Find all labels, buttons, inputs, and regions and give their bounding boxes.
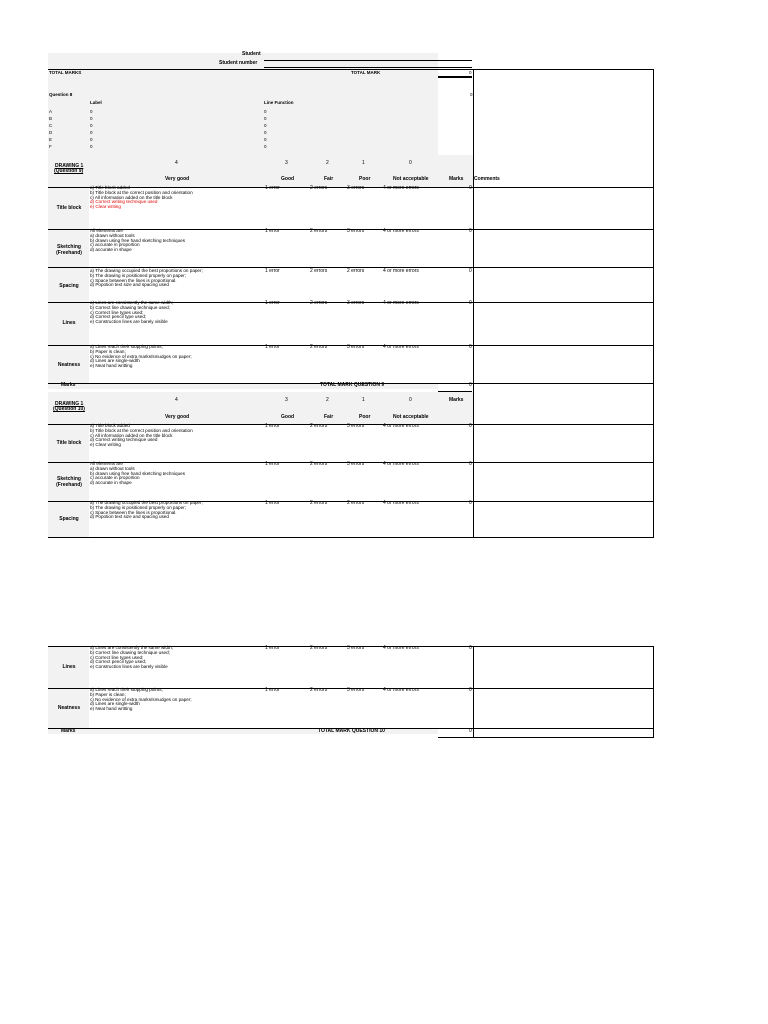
s1-neatness-label: Neatness — [57, 362, 81, 368]
criteria-line: c) Correct line types used; — [90, 654, 144, 660]
section2-total-label: TOTAL MARK QUESTION 10 — [318, 728, 385, 734]
s2-sp-mark: 0 — [469, 500, 472, 506]
s2-title-block-label: Title block — [56, 440, 82, 446]
q8-label-a: 0 — [90, 109, 93, 114]
criteria-line: b) Title block at the correct position and orientation — [90, 189, 193, 195]
student-label: Student — [242, 51, 261, 57]
q8-function-a: 0 — [264, 109, 267, 114]
s1-sp-3-errors: 2 errors — [347, 268, 365, 274]
s1-sp-1-error: 1 error — [265, 268, 280, 274]
s2-sk-1-error: 1 error — [265, 461, 280, 467]
criteria-line: a) Lines reach their stopping points; — [90, 687, 163, 692]
s1-nt-3-errors: 3 errors — [347, 344, 365, 350]
criteria-line: a) drawn without tools — [90, 232, 135, 238]
criteria-line: d) Lines are single-width — [90, 701, 140, 707]
s1-ln-mark: 0 — [469, 300, 472, 306]
s1-nt-1-error: 1 error — [265, 344, 280, 350]
s1-tb-3-errors: 3 errors — [347, 185, 365, 191]
criteria-line: d) Correct writing technique used — [90, 437, 158, 443]
q8-letter-f: F — [49, 144, 52, 149]
criteria-line: d) Correct pencil type used; — [90, 659, 147, 665]
q8-label-b: 0 — [90, 116, 93, 121]
q8-letter-a: A — [49, 109, 53, 114]
section2-drawing-title: DRAWING 1 — [55, 401, 84, 407]
s2-nt-3-errors: 3 errors — [347, 687, 365, 693]
section1-comments-header: Comments — [474, 176, 500, 182]
criteria-line: a) Lines are consistently the same width; — [90, 645, 173, 650]
section2-question-ref: (Question 10) — [53, 406, 85, 412]
section2-very-good: Very good — [165, 414, 190, 420]
s1-tb-mark: 0 — [469, 185, 472, 191]
s1-sk-mark: 0 — [469, 228, 472, 234]
criteria-line: c) All information added on the title block — [90, 432, 173, 438]
section1-not-acceptable: Not acceptable — [393, 176, 429, 182]
section2-poor: Poor — [359, 414, 371, 420]
q8-function-c: 0 — [264, 123, 267, 128]
section1-score1: 1 — [362, 160, 365, 166]
q8-function-d: 0 — [264, 130, 267, 135]
q8-letter-c: C — [49, 123, 53, 128]
section1-very-good: Very good — [165, 176, 190, 182]
question8-value: 0 — [470, 92, 473, 97]
criteria-line: e) Neat hand writting — [90, 363, 133, 369]
q8-label-f: 0 — [90, 144, 93, 149]
section1-poor: Poor — [359, 176, 371, 182]
criteria-line: d) Popotion text size and spacing used — [90, 282, 169, 288]
criteria-line: All elements are — [90, 228, 123, 233]
s1-nt-mark: 0 — [469, 344, 472, 350]
s2-ln-1-error: 1 error — [265, 645, 280, 651]
criteria-line: b) Paper is clean; — [90, 691, 126, 697]
s1-spacing-label: Spacing — [59, 283, 79, 289]
section1-total-label: TOTAL MARK QUESTION 9 — [320, 382, 385, 388]
s1-ln-1-error: 1 error — [265, 300, 280, 306]
s1-ln-2-errors: 2 errors — [310, 300, 328, 306]
section1-marks-label: Marks — [61, 382, 76, 388]
s2-neatness-criteria — [90, 688, 192, 712]
criteria-line: c) All information added on the title block — [90, 194, 173, 200]
section2-score4: 4 — [175, 397, 178, 403]
s1-sk-2-errors: 2 errors — [310, 228, 328, 234]
s2-ln-2-errors: 2 errors — [310, 645, 328, 651]
s1-title-block-criteria — [90, 186, 193, 210]
criteria-line: d) Correct writing technique used — [90, 199, 158, 205]
criteria-line: b) drawn using free hand sketching techniques — [90, 470, 185, 476]
s2-sk-3-errors: 3 errors — [347, 461, 365, 467]
criteria-line: e) Construction lines are barely visible — [90, 664, 168, 670]
criteria-line: a) Lines reach their stopping points; — [90, 344, 163, 349]
s2-lines-label: Lines — [62, 664, 76, 670]
section2-score1: 1 — [362, 397, 365, 403]
s2-lines-criteria — [90, 646, 173, 670]
section1-question-ref: (Question 9) — [54, 168, 84, 174]
s1-sk-3-errors: 3 errors — [347, 228, 365, 234]
section1-marks-header: Marks — [449, 176, 464, 182]
continued-right-border — [653, 646, 654, 738]
criteria-line: a) The drawing occupied the best proportions on paper; — [90, 500, 203, 505]
section1-score2: 2 — [326, 160, 329, 166]
s1-tb-4-errors: 4 or more errors — [383, 185, 419, 191]
section2-marks-label: Marks — [61, 728, 76, 734]
s1-nt-4-errors: 4 or more errors — [383, 344, 419, 350]
q8-letter-d: D — [49, 130, 53, 135]
section1-good: Good — [281, 176, 295, 182]
q8-function-e: 0 — [264, 137, 267, 142]
s2-tb-4-errors: 4 or more errors — [383, 423, 419, 429]
section2-total-value: 0 — [469, 728, 472, 734]
s1-sketching-criteria — [90, 229, 185, 253]
s2-title-block-criteria — [90, 424, 193, 448]
s1-neatness-criteria — [90, 345, 192, 369]
s2-nt-4-errors: 4 or more errors — [383, 687, 419, 693]
criteria-line: b) The drawing is positioned properly on paper; — [90, 272, 186, 278]
section1-score4: 4 — [175, 160, 178, 166]
student-number-label: Student number — [219, 60, 258, 66]
s2-spacing-criteria — [90, 501, 203, 520]
s1-sk-4-errors: 4 or more errors — [383, 228, 419, 234]
student-name-line — [264, 60, 472, 61]
s2-nt-1-error: 1 error — [265, 687, 280, 693]
section2-bottom-rule — [438, 737, 653, 738]
s1-ln-4-errors: 4 or more errors — [383, 300, 419, 306]
s2-sketching-criteria — [90, 462, 185, 486]
criteria-line: a) The drawing occupied the best proportions on paper; — [90, 268, 203, 273]
section2-score2: 2 — [326, 397, 329, 403]
q8-function-f: 0 — [264, 144, 267, 149]
criteria-line: b) The drawing is positioned properly on paper; — [90, 504, 186, 510]
section2-marks-header: Marks — [449, 397, 464, 403]
s1-sk-1-error: 1 error — [265, 228, 280, 234]
criteria-line: d) accurate in shape — [90, 247, 132, 253]
section1-score0: 0 — [409, 160, 412, 166]
section-page-break-rule — [48, 537, 653, 538]
criteria-line: c) Space between the lines is proportional. — [90, 509, 177, 515]
s2-tb-3-errors: 3 errors — [347, 423, 365, 429]
section2-score3: 3 — [285, 397, 288, 403]
s1-sp-4-errors: 4 or more errors — [383, 268, 419, 274]
s2-ln-mark: 0 — [469, 645, 472, 651]
question8-title: Question 8 — [49, 92, 73, 97]
criteria-line: c) No evidence of extra marks/smudges on paper; — [90, 696, 192, 702]
section1-fair: Fair — [324, 176, 334, 182]
total-mark-value: 0 — [469, 70, 472, 75]
s1-ln-3-errors: 3 errors — [347, 300, 365, 306]
s2-spacing-label: Spacing — [59, 516, 79, 522]
s2-tb-1-error: 1 error — [265, 423, 280, 429]
s2-ln-3-errors: 3 errors — [347, 645, 365, 651]
s2-sk-mark: 0 — [469, 461, 472, 467]
q8-label-d: 0 — [90, 130, 93, 135]
s2-nt-2-errors: 2 errors — [310, 687, 328, 693]
s2-sk-2-errors: 2 errors — [310, 461, 328, 467]
s2-sk-4-errors: 4 or more errors — [383, 461, 419, 467]
s2-sp-3-errors: 2 errors — [347, 500, 365, 506]
s1-lines-criteria — [90, 301, 173, 325]
s2-neatness-label: Neatness — [57, 705, 81, 711]
s1-tb-1-error: 1 error — [265, 185, 280, 191]
criteria-line: d) Lines are single-width — [90, 358, 140, 364]
section1-drawing-title: DRAWING 1 — [55, 163, 84, 169]
s1-spacing-criteria — [90, 269, 203, 288]
criteria-line: a) Lines are consistently the same width; — [90, 300, 173, 305]
criteria-line: a) Title block added — [90, 185, 130, 190]
criteria-line: c) accurate in proportion — [90, 475, 140, 481]
criteria-line: c) Correct line types used; — [90, 309, 144, 315]
q8-letter-b: B — [49, 116, 53, 121]
section2-score0: 0 — [409, 397, 412, 403]
criteria-line: c) No evidence of extra marks/smudges on paper; — [90, 353, 192, 359]
criteria-line: b) Title block at the correct position and orientation — [90, 427, 193, 433]
s2-sp-2-errors: 2 errors — [310, 500, 328, 506]
s2-ln-4-errors: 4 or more errors — [383, 645, 419, 651]
q8-letter-e: E — [49, 137, 53, 142]
q8-function-b: 0 — [264, 116, 267, 121]
s1-tb-2-errors: 2 errors — [310, 185, 328, 191]
section2-fair: Fair — [324, 414, 334, 420]
criteria-line: d) Popotion text size and spacing used — [90, 514, 169, 520]
criteria-line: c) accurate in proportion — [90, 242, 140, 248]
s2-tb-2-errors: 2 errors — [310, 423, 328, 429]
total-mark-label: TOTAL MARK — [351, 70, 381, 75]
s1-sketching-label: Sketching (Freehand) — [56, 244, 82, 256]
table-right-border — [653, 69, 654, 538]
label-column-header: Label — [90, 100, 102, 105]
criteria-line: All elements are — [90, 461, 123, 466]
continued-comments-border — [473, 646, 474, 738]
section2-not-acceptable: Not acceptable — [393, 414, 429, 420]
criteria-line: c) Space between the lines is proportional. — [90, 277, 177, 283]
q8-label-c: 0 — [90, 123, 93, 128]
s2-sp-4-errors: 4 or more errors — [383, 500, 419, 506]
s1-lines-label: Lines — [62, 320, 76, 326]
criteria-line: b) Paper is clean; — [90, 348, 126, 354]
comments-column-border — [473, 69, 474, 538]
criteria-line: b) Correct line drawing technique used; — [90, 304, 170, 310]
q8-label-e: 0 — [90, 137, 93, 142]
line-function-column-header: Line Function — [264, 100, 294, 105]
section1-total-value: 0 — [469, 382, 472, 388]
criteria-line: a) drawn without tools — [90, 465, 135, 471]
criteria-line: e) Clear writing — [90, 442, 121, 448]
s2-tb-mark: 0 — [469, 423, 472, 429]
s1-sp-2-errors: 2 errors — [310, 268, 328, 274]
criteria-line: d) accurate in shape — [90, 480, 132, 486]
s1-sp-mark: 0 — [469, 268, 472, 274]
criteria-line: e) Construction lines are barely visible — [90, 319, 168, 325]
total-mark-underline — [438, 76, 472, 78]
criteria-line: a) Title block added — [90, 423, 130, 428]
student-number-line — [264, 67, 472, 68]
total-marks-label: TOTAL MARKS — [49, 70, 82, 75]
criteria-line: b) Correct line drawing technique used; — [90, 649, 170, 655]
s1-nt-2-errors: 2 errors — [310, 344, 328, 350]
s1-title-block-label: Title block — [56, 205, 82, 211]
criteria-line: e) Clear writing — [90, 204, 121, 210]
criteria-line: b) drawn using free hand sketching techniques — [90, 237, 185, 243]
s2-sp-1-error: 1 error — [265, 500, 280, 506]
criteria-line: e) Neat hand writting — [90, 706, 133, 712]
s2-nt-mark: 0 — [469, 687, 472, 693]
section2-good: Good — [281, 414, 295, 420]
criteria-line: d) Correct pencil type used; — [90, 314, 147, 320]
s2-sketching-label: Sketching (Freehand) — [56, 476, 82, 488]
section1-score3: 3 — [285, 160, 288, 166]
